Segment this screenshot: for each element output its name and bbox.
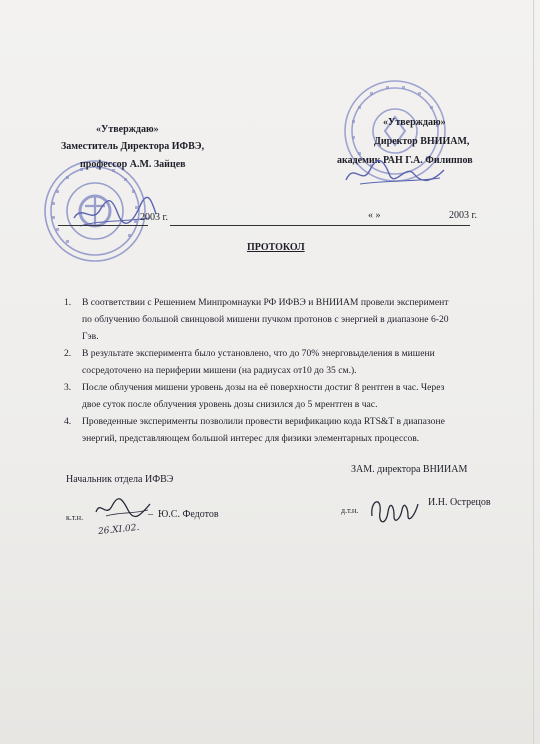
paper-fold-line xyxy=(533,0,534,744)
list-item: 2. В результате эксперимента было установлено, что до 70% энерговыделения в мишени сосредоточено на периферии мишени (на радиусах от10 до 35 см.). xyxy=(64,348,435,376)
right-signer-role: ЗАМ. директора ВНИИАМ xyxy=(351,464,468,475)
right-signer-name: И.Н. Острецов xyxy=(428,497,491,508)
right-approve-heading: «Утверждаю» xyxy=(383,117,446,128)
right-approver-name: академик РАН Г.А. Филиппов xyxy=(337,155,473,166)
protocol-items-list xyxy=(56,294,496,447)
left-approve-date: 2003 г. xyxy=(140,212,168,223)
left-approver-name: профессор А.М. Зайцев xyxy=(80,159,186,170)
left-signer-degree: к.т.н. xyxy=(66,513,84,522)
list-item: 1. В соответствии с Решением Минпромнауки РФ ИФВЭ и ВНИИАМ провели эксперимент по облучению большой свинцовой мишени пучком протонов с энергией в диапазоне 6-20 Гэв. xyxy=(64,297,449,342)
left-signer-role: Начальник отдела ИФВЭ xyxy=(66,474,174,485)
right-signer-degree: д.т.н. xyxy=(341,506,359,515)
left-date-underline xyxy=(58,225,148,226)
right-approver-signature-icon xyxy=(340,152,450,192)
left-approver-title: Заместитель Директора ИФВЭ, xyxy=(61,141,205,152)
center-date-underline xyxy=(170,225,470,226)
left-signer-signature-icon xyxy=(92,494,154,524)
left-signer-dash: – xyxy=(148,509,153,520)
left-signer-handwritten-date: 26.XI.02. xyxy=(97,522,140,538)
list-item: 4. Проведенные эксперименты позволили провести верификацию кода RTS&T в диапазоне энергий, представляющем большой интерес для физики элементарных процессов. xyxy=(64,416,445,444)
right-date-prefix: « » xyxy=(368,210,381,221)
list-item: 3. После облучения мишени уровень дозы на её поверхности достиг 8 рентген в час. Через двое суток после облучения уровень дозы снизился до 5 мрентген в час. xyxy=(64,382,445,410)
left-approve-heading: «Утверждаю» xyxy=(96,124,159,135)
left-approver-signature-icon xyxy=(70,184,160,234)
right-signer-signature-icon xyxy=(364,486,424,532)
right-approver-title: Директор ВНИИАМ, xyxy=(374,136,470,147)
document-title: ПРОТОКОЛ xyxy=(247,242,305,253)
right-approve-date: 2003 г. xyxy=(449,210,477,221)
left-signer-name: Ю.С. Федотов xyxy=(158,509,219,520)
